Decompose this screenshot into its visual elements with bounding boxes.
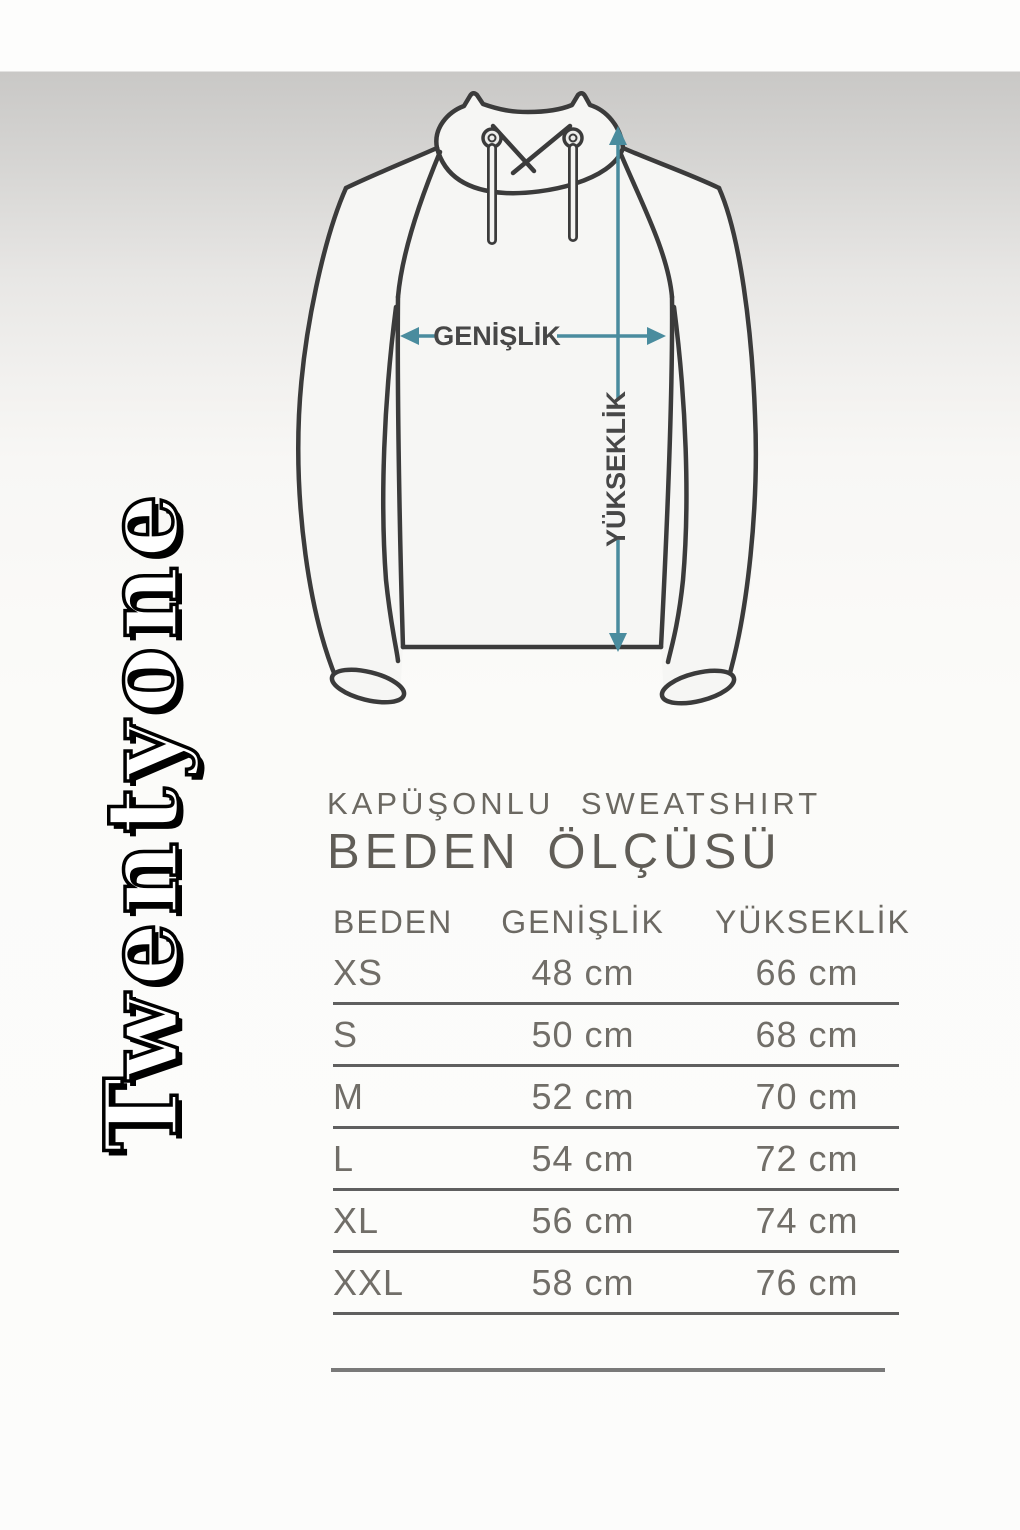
- size-value: M: [333, 1075, 364, 1117]
- table-row: [333, 943, 899, 1005]
- hoodie-silhouette: [298, 93, 756, 702]
- product-title: KAPÜŞONLU SWEATSHIRT: [327, 786, 822, 821]
- height-value: 70 cm: [755, 1075, 859, 1117]
- size-value: XS: [333, 951, 384, 993]
- size-value: S: [333, 1013, 359, 1055]
- brand-wordmark: Twentyone: [83, 486, 201, 1152]
- size-table: [333, 897, 911, 1315]
- size-value: L: [333, 1137, 355, 1179]
- height-value: 74 cm: [755, 1199, 859, 1241]
- size-value: XL: [333, 1199, 380, 1241]
- header-width: GENİŞLİK: [501, 903, 665, 940]
- height-value: 72 cm: [755, 1137, 859, 1179]
- table-row: [333, 1067, 899, 1129]
- height-measure-label: YÜKSEKLİK: [601, 391, 631, 548]
- size-table-header: [333, 897, 911, 943]
- table-row: [333, 1129, 899, 1191]
- height-value: 68 cm: [755, 1013, 859, 1055]
- bottom-divider: [331, 1368, 885, 1372]
- table-row: [333, 1005, 899, 1067]
- height-value: 76 cm: [755, 1261, 859, 1303]
- width-measure-label: GENİŞLİK: [433, 321, 561, 351]
- table-row: [333, 1253, 899, 1315]
- width-value: 50 cm: [531, 1013, 635, 1055]
- header-height: YÜKSEKLİK: [715, 903, 911, 940]
- size-value: XXL: [333, 1261, 405, 1303]
- width-value: 54 cm: [531, 1137, 635, 1179]
- header-size: BEDEN: [333, 903, 454, 940]
- table-row: [333, 1191, 899, 1253]
- height-value: 66 cm: [755, 951, 859, 993]
- width-value: 52 cm: [531, 1075, 635, 1117]
- width-value: 58 cm: [531, 1261, 635, 1303]
- size-chart-title: BEDEN ÖLÇÜSÜ: [327, 825, 782, 879]
- width-value: 48 cm: [531, 951, 635, 993]
- width-value: 56 cm: [531, 1199, 635, 1241]
